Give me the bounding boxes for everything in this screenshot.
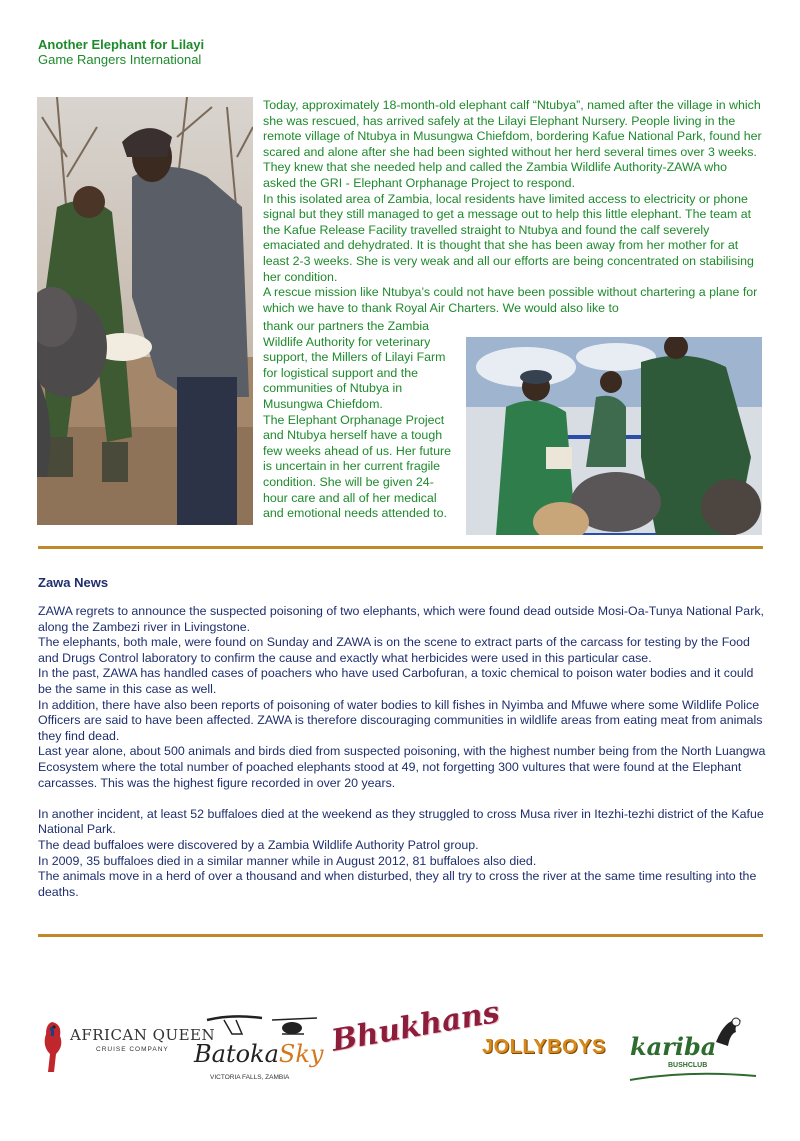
sponsor-jollyboys-logo[interactable] xyxy=(482,1036,617,1066)
article-body-narrow xyxy=(263,319,456,522)
paragraph: The Elephant Orphanage Project and Ntubya herself have a tough few weeks ahead of us. Her future is uncertain in her current fragile condition. She will be given 24-hour care and all of her medical and emotional needs attended to. xyxy=(263,412,452,521)
sponsor-kariba-bushclub-logo[interactable] xyxy=(628,1012,758,1087)
elephant-calf-photo xyxy=(37,97,253,525)
paragraph: The elephants, both male, were found on Sunday and ZAWA is on the scene to extract parts of the carcass for testing by the Food and Drugs Control laboratory to confirm the cause and exactly what herbicides were used in this particular case. xyxy=(38,635,750,665)
sponsor-name: JOLLYBOYS xyxy=(482,1036,606,1058)
paragraph: A rescue mission like Ntubya’s could not have been possible without chartering a plane for which we have to thank Royal Air Charters. We would also like to xyxy=(263,285,758,315)
divider xyxy=(38,546,763,549)
sponsor-tagline: VICTORIA FALLS, ZAMBIA xyxy=(210,1074,290,1081)
rescue-team-photo xyxy=(466,337,762,535)
article-title: Another Elephant for Lilayi xyxy=(38,37,205,52)
article-title: Zawa News xyxy=(38,575,109,590)
paragraph: ZAWA regrets to announce the suspected poisoning of two elephants, which were found dead outside Mosi-Oa-Tunya National Park, along the Zambezi river in Livingstone. xyxy=(38,604,764,634)
paragraph: The dead buffaloes were discovered by a Zambia Wildlife Authority Patrol group. xyxy=(38,837,479,852)
sponsor-tagline: CRUISE COMPANY xyxy=(96,1046,169,1053)
paragraph: In 2009, 35 buffaloes died in a similar manner while in August 2012, 81 buffaloes also died. xyxy=(38,853,537,868)
paragraph: In another incident, at least 52 buffaloes died at the weekend as they struggled to cross Musa river in Itezhi-tezhi district of the Kafue National Park. xyxy=(38,806,764,837)
paragraph: Today, approximately 18-month-old elephant calf “Ntubya”, named after the village in which she was rescued, has arrived safely at the Lilayi Elephant Nursery. People living in the remote village of Ntubya in Musungwa Chiefdom, bordering Kafue National Park, found her scared and alone after she had been sighted without her herd several times over 3 weeks. They knew that she needed help and called the Zambia Wildlife Authority-ZAWA who asked the GRI - Elephant Orphanage Project to respond. xyxy=(263,98,762,190)
sponsor-name: kariba xyxy=(630,1032,717,1061)
sponsor-name-part: Batoka xyxy=(194,1040,279,1068)
sponsor-tagline: BUSHCLUB xyxy=(668,1062,708,1069)
sponsor-bhukhans-logo[interactable] xyxy=(328,994,503,1078)
paragraph: In addition, there have also been reports of poisoning of water bodies to kill fishes in Nyimba and Mfuwe where some Wildlife Police Officers are said to have been affected. ZAWA is therefore discouraging communities in wildlife areas from eating meat from animals they find dead. xyxy=(38,697,763,743)
divider xyxy=(38,934,763,937)
paragraph: Last year alone, about 500 animals and birds died from suspected poisoning, with the highest number being from the North Luangwa Ecosystem where the total number of poached elephants stood at 49, not forgetting 300 vultures that were found at the Elephant carcasses. This was the highest figure recorded in over 20 years. xyxy=(38,744,766,790)
sponsor-name xyxy=(194,1040,323,1068)
sponsor-name: AFRICAN QUEEN xyxy=(70,1026,216,1044)
paragraph: thank our partners the Zambia Wildlife Authority for veterinary support, the Millers of Lilayi Farm for logistical support and the communities of Ntubya in Musungwa Chiefdom. xyxy=(263,319,446,411)
sponsor-african-queen-logo[interactable] xyxy=(38,1018,216,1074)
parrot-icon xyxy=(38,1018,68,1074)
paragraph: The animals move in a herd of over a thousand and when disturbed, they all try to cross the river at the same time resulting into the deaths. xyxy=(38,869,757,899)
paragraph: In this isolated area of Zambia, local residents have limited access to electricity or phone signal but they still managed to get a message out to help this little elephant. The team at the Kafue Release Facility travelled straight to Ntubya and found the calf severely emaciated and dehydrated. It is thought that she has been away from her mother for at least 2-3 weeks. She is very weak and all our efforts are being concentrated on stabilising her condition. xyxy=(263,191,754,284)
article-source: Game Rangers International xyxy=(38,52,202,67)
microlight-aircraft-icon xyxy=(202,1012,322,1042)
sponsor-name-part: Sky xyxy=(278,1040,324,1068)
paragraph: In the past, ZAWA has handled cases of poachers who have used Carbofuran, a toxic chemical to poison water bodies and it could be the same in this case as well. xyxy=(38,666,754,696)
sponsor-name: Bhukhans xyxy=(328,994,503,1059)
sponsor-batoka-sky-logo[interactable] xyxy=(192,1012,322,1092)
article-body-wide xyxy=(263,98,763,316)
swoosh-icon xyxy=(628,1070,758,1084)
article-body xyxy=(38,604,766,900)
